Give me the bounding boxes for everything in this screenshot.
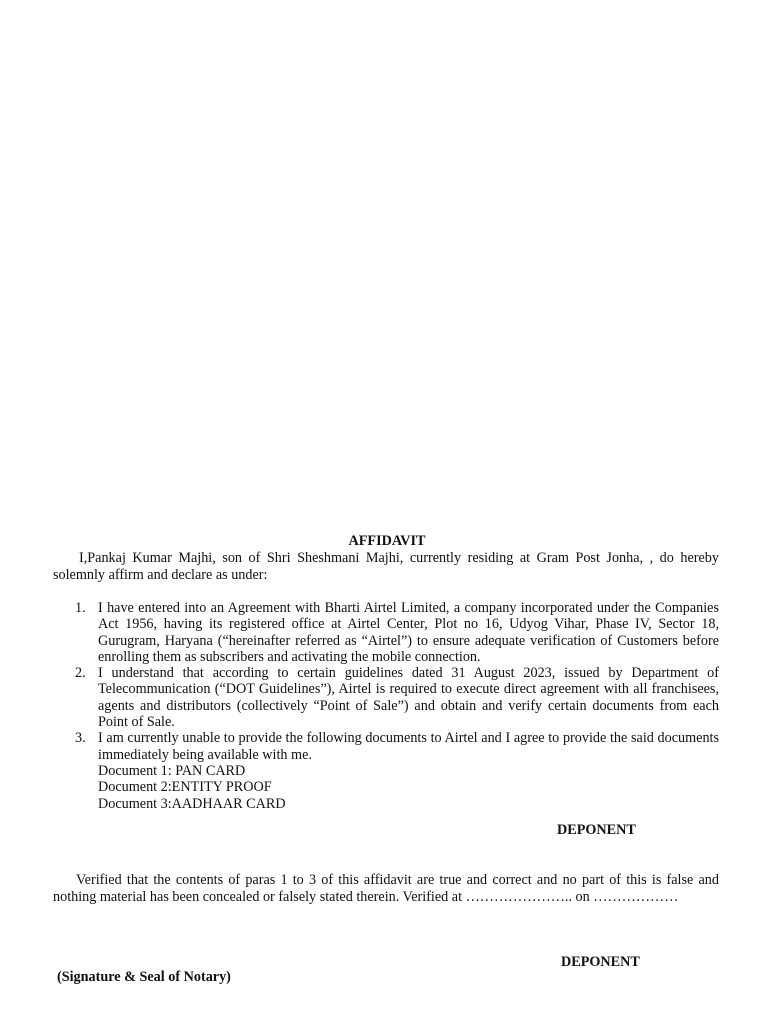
item-text: I am currently unable to provide the following documents to Airtel and I agree to provide the said documents immediately being available with me. bbox=[98, 730, 719, 763]
document-line-1: Document 1: PAN CARD bbox=[98, 762, 246, 779]
intro-paragraph: I,Pankaj Kumar Majhi, son of Shri Sheshmani Majhi, currently residing at Gram Post Jonha, , do hereby solemnly affirm and declare as under: bbox=[53, 550, 719, 583]
document-line-2: Document 2:ENTITY PROOF bbox=[98, 779, 272, 796]
deponent-signature-label: DEPONENT bbox=[561, 954, 640, 970]
document-title: AFFIDAVIT bbox=[348, 533, 426, 549]
deponent-label: DEPONENT bbox=[557, 822, 636, 838]
declaration-item-1 bbox=[53, 600, 719, 665]
item-number: 3. bbox=[75, 730, 86, 747]
item-number: 2. bbox=[75, 665, 86, 682]
declaration-item-2 bbox=[53, 665, 719, 730]
item-number: 1. bbox=[75, 600, 86, 616]
notary-signature-label: (Signature & Seal of Notary) bbox=[57, 969, 231, 985]
item-text: I have entered into an Agreement with Bharti Airtel Limited, a company incorporated under the Companies Act 1956, having its registered office at Airtel Center, Plot no 16, Udyog Vihar, Phase IV, Sector 18, Gurugram, Haryana (“hereinafter referred as “Airtel”) to ensure adequate verification of Customers before enrolling them as subscribers and activating the mobile connection. bbox=[98, 600, 719, 665]
declaration-item-3 bbox=[53, 730, 719, 811]
declaration-list bbox=[53, 600, 719, 812]
verification-paragraph: Verified that the contents of paras 1 to 3 of this affidavit are true and correct and no part of this is false and nothing material has been concealed or falsely stated therein. Verified at ………………….. on ……………… bbox=[53, 872, 719, 905]
document-line-3: Document 3:AADHAAR CARD bbox=[98, 795, 286, 812]
item-text: I understand that according to certain guidelines dated 31 August 2023, issued by Department of Telecommunication (“DOT Guidelines”), Airtel is required to execute direct agreement with all franchisees, agents and distributors (collectively “Point of Sale”) and obtain and verify certain documents from each Point of Sale. bbox=[98, 665, 719, 731]
